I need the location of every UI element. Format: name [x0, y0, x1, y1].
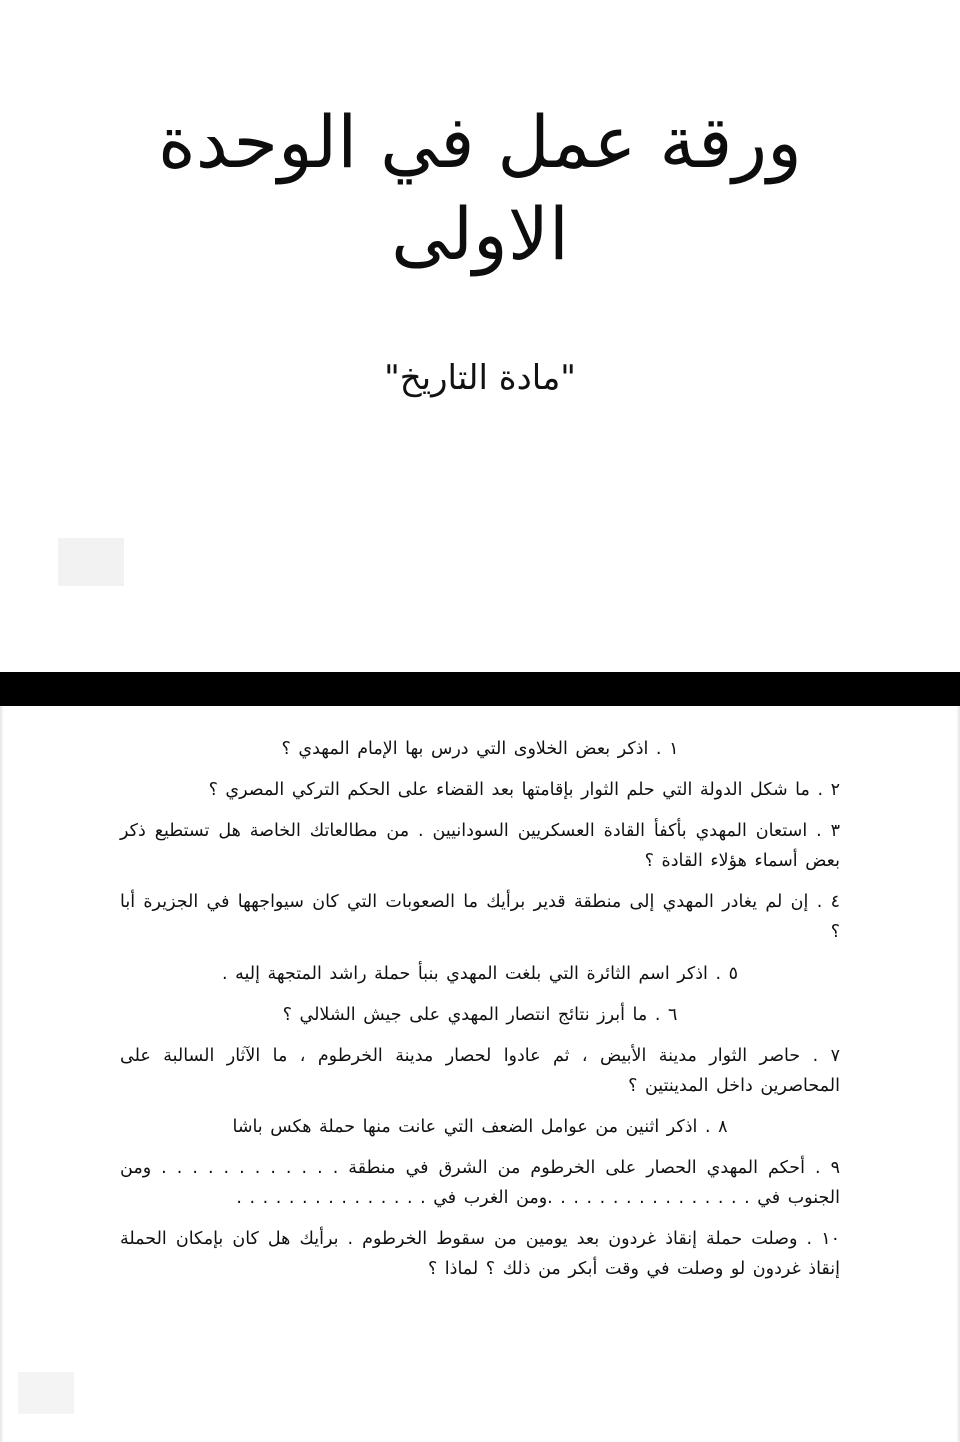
- black-divider-band: [0, 672, 960, 706]
- question-item: ١ . اذكر بعض الخلاوى التي درس بها الإمام المهدي ؟: [281, 739, 679, 759]
- question-item: ١٠ . وصلت حملة إنقاذ غردون بعد يومين من سقوط الخرطوم . برأيك هل كان بإمكان الحملة إنقاذ غردون لو وصلت في وقت أبكر من ذلك ؟ لماذا ؟: [120, 1229, 840, 1280]
- page-edge-shadow-right: [956, 706, 960, 1442]
- question-item: ٢ . ما شكل الدولة التي حلم الثوار بإقامتها بعد القضاء على الحكم التركي المصري ؟: [208, 780, 840, 801]
- question-item: ٨ . اذكر اثنين من عوامل الضعف التي عانت منها حملة هكس باشا: [232, 1116, 728, 1137]
- scan-artifact-bottom: [18, 1372, 74, 1414]
- page-title: ورقة عمل في الوحدة الاولى: [158, 100, 802, 277]
- questions-section: [0, 706, 960, 1442]
- question-item: ٩ . أحكم المهدي الحصار على الخرطوم من الشرق في منطقة . . . . . . . . . . . . ومن الجنوب في . . . . . . . . . . . . . . . .ومن الغرب في . . . . . . . . . . . . . . .: [120, 1158, 840, 1209]
- page-edge-shadow-left: [0, 706, 4, 1442]
- question-item: ٣ . استعان المهدي بأكفأ القادة العسكريين السودانيين . من مطالعاتك الخاصة هل تستطيع ذكر بعض أسماء هؤلاء القادة ؟: [120, 821, 840, 872]
- question-item: ٥ . اذكر اسم الثائرة التي بلغت المهدي بنبأ حملة راشد المتجهة إليه .: [221, 963, 738, 984]
- question-item: ٧ . حاصر الثوار مدينة الأبيض ، ثم عادوا لحصار مدينة الخرطوم ، ما الآثار السالبة على المحاصرين داخل المدينتين ؟: [120, 1045, 840, 1096]
- page-subtitle: "مادة التاريخ": [384, 358, 576, 399]
- title-section: [0, 0, 960, 672]
- question-item: ٦ . ما أبرز نتائج انتصار المهدي على جيش الشلالي ؟: [282, 1004, 678, 1025]
- question-item: ٤ . إن لم يغادر المهدي إلى منطقة قدير برأيك ما الصعوبات التي كان سيواجهها في الجزيرة أبا ؟: [120, 892, 840, 943]
- scan-artifact-top: [58, 538, 124, 586]
